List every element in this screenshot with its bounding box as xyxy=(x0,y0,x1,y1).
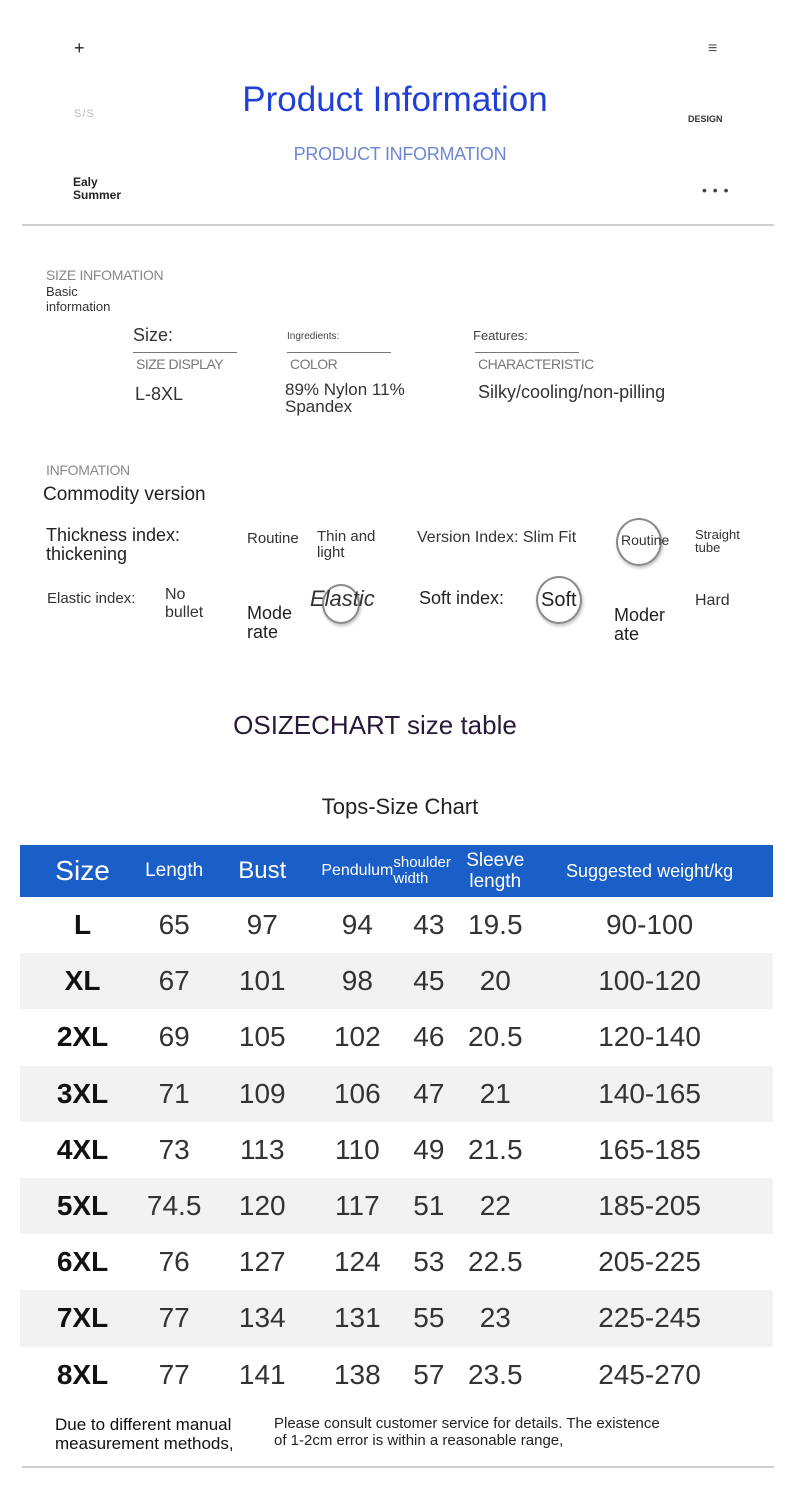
page-subtitle: PRODUCT INFORMATION xyxy=(293,144,507,164)
cell-length: 69 xyxy=(158,1021,190,1053)
cell-size: 2XL xyxy=(56,1021,109,1053)
header-suggested-weight: Suggested weight/kg xyxy=(566,861,734,881)
cell-weight: 90-100 xyxy=(605,909,694,941)
cell-weight: 100-120 xyxy=(598,965,701,997)
table-header-row xyxy=(20,845,773,897)
moderate2-line2: ate xyxy=(614,624,640,644)
commodity-title: Commodity version xyxy=(43,484,206,505)
plus-icon: + xyxy=(74,38,85,58)
sleeve-line1: Sleeve xyxy=(466,850,525,871)
elastic-selected: Elastic xyxy=(310,586,375,611)
basic-information-label xyxy=(46,284,110,314)
size-label: Size: xyxy=(133,325,174,345)
cell-pendulum: 98 xyxy=(341,965,373,997)
cell-sleeve: 22 xyxy=(479,1190,511,1222)
cell-size: 5XL xyxy=(56,1190,109,1222)
cell-size: XL xyxy=(64,965,101,997)
straight-line1: Straight xyxy=(695,527,740,542)
cell-shoulder: 53 xyxy=(413,1246,445,1278)
cell-pendulum: 110 xyxy=(335,1133,380,1165)
footer-note-left xyxy=(55,1415,285,1453)
thin-line1: Thin and xyxy=(317,528,376,545)
cell-bust: 109 xyxy=(238,1077,286,1109)
size-info-section-label: SIZE INFOMATION xyxy=(46,267,164,283)
ingredients-value-line2: Spandex xyxy=(285,397,353,416)
cell-size: 6XL xyxy=(56,1246,109,1278)
header-length: Length xyxy=(145,860,204,881)
cell-bust: 134 xyxy=(238,1302,286,1334)
thickness-line2: thickening xyxy=(46,544,128,564)
cell-bust: 113 xyxy=(239,1133,285,1165)
cell-sleeve: 23 xyxy=(479,1302,511,1334)
table-row xyxy=(20,1009,773,1065)
season-label-line2: Summer xyxy=(73,188,122,202)
cell-shoulder: 55 xyxy=(413,1302,445,1334)
ingredients-value xyxy=(285,381,405,415)
cell-length: 76 xyxy=(158,1246,190,1278)
header-shoulder-width xyxy=(393,845,464,897)
page-title: Product Information xyxy=(242,80,548,119)
cell-weight: 185-205 xyxy=(598,1190,701,1222)
version-routine-selected: Routine xyxy=(621,532,670,548)
header-pendulum: Pendulum xyxy=(321,862,394,879)
table-row xyxy=(20,1066,773,1122)
ingredients-underline xyxy=(287,352,391,353)
thickness-thin-light xyxy=(317,529,375,561)
shoulder-line1: shoulder xyxy=(393,854,451,871)
cell-shoulder: 57 xyxy=(413,1358,445,1390)
cell-sleeve: 21 xyxy=(479,1077,511,1109)
design-label: DESIGN xyxy=(688,114,723,124)
more-dots-icon: • • • xyxy=(702,182,730,198)
cell-bust: 101 xyxy=(238,965,286,997)
features-value: Silky/cooling/non-pilling xyxy=(478,382,666,402)
size-table xyxy=(20,845,773,1403)
table-row xyxy=(20,1178,773,1234)
tops-size-chart-title: Tops-Size Chart xyxy=(321,794,479,819)
soft-moderate xyxy=(614,606,665,644)
cell-weight: 225-245 xyxy=(598,1302,701,1334)
basic-line1: Basic xyxy=(46,284,78,299)
footer-divider xyxy=(22,1466,774,1468)
cell-shoulder: 43 xyxy=(413,909,445,941)
cell-shoulder: 49 xyxy=(413,1133,445,1165)
table-row xyxy=(20,1234,773,1290)
ingredients-label: Ingredients: xyxy=(287,331,340,342)
cell-sleeve: 23.5 xyxy=(468,1358,523,1390)
cell-length: 65 xyxy=(158,909,190,941)
cell-size: 4XL xyxy=(56,1133,109,1165)
cell-pendulum: 124 xyxy=(333,1246,381,1278)
elastic-no-bullet xyxy=(165,586,203,622)
thickness-line1: Thickness index: xyxy=(46,525,181,545)
cell-sleeve: 21.5 xyxy=(468,1133,523,1165)
no-bullet-line1: No xyxy=(165,586,186,603)
thickness-routine: Routine xyxy=(247,530,299,547)
table-row xyxy=(20,1122,773,1178)
cell-length: 73 xyxy=(158,1133,190,1165)
thin-line2: light xyxy=(317,544,345,561)
cell-length: 77 xyxy=(158,1302,190,1334)
cell-sleeve: 20.5 xyxy=(468,1021,523,1053)
cell-length: 67 xyxy=(158,965,190,997)
cell-size: 7XL xyxy=(56,1302,109,1334)
cell-length: 74.5 xyxy=(146,1190,202,1222)
footer-right-line1: Please consult customer service for details. The existence xyxy=(274,1415,660,1432)
sleeve-line2: length xyxy=(469,871,522,892)
basic-line2: information xyxy=(46,299,111,314)
cell-bust: 105 xyxy=(238,1021,286,1053)
cell-weight: 205-225 xyxy=(598,1246,701,1278)
moderate-line2: rate xyxy=(247,622,279,642)
cell-weight: 140-165 xyxy=(598,1077,701,1109)
ingredients-value-line1: 89% Nylon 11% xyxy=(285,380,405,399)
soft-selected: Soft xyxy=(541,589,577,611)
straight-line2: tube xyxy=(695,540,721,555)
cell-weight: 245-270 xyxy=(598,1358,701,1390)
commodity-section-label: INFOMATION xyxy=(46,462,130,478)
cell-bust: 120 xyxy=(238,1190,286,1222)
cell-pendulum: 102 xyxy=(333,1021,381,1053)
cell-shoulder: 46 xyxy=(413,1021,445,1053)
footer-left-line2: measurement methods, xyxy=(55,1434,234,1453)
cell-sleeve: 22.5 xyxy=(468,1246,523,1278)
cell-bust: 97 xyxy=(246,909,278,941)
cell-length: 71 xyxy=(158,1077,190,1109)
footer-left-line1: Due to different manual xyxy=(55,1415,232,1434)
cell-pendulum: 117 xyxy=(335,1190,380,1222)
cell-pendulum: 94 xyxy=(341,909,373,941)
header-sleeve-length xyxy=(464,845,526,897)
cell-sleeve: 20 xyxy=(479,965,511,997)
cell-weight: 165-185 xyxy=(598,1133,701,1165)
season-label-line1: Ealy xyxy=(73,175,98,189)
shoulder-line2: width xyxy=(393,870,429,887)
moderate-line1: Mode xyxy=(247,603,293,623)
footer-note-right xyxy=(274,1415,754,1449)
cell-pendulum: 106 xyxy=(333,1077,381,1109)
cell-pendulum: 138 xyxy=(333,1358,381,1390)
cell-size: L xyxy=(73,909,92,941)
features-underline xyxy=(475,352,579,353)
table-row xyxy=(20,1347,773,1403)
ingredients-caption: COLOR xyxy=(290,356,338,372)
size-underline xyxy=(133,352,237,353)
season-code: S/S xyxy=(74,108,95,120)
table-row xyxy=(20,897,773,953)
elastic-moderate xyxy=(247,604,292,642)
cell-bust: 127 xyxy=(238,1246,286,1278)
moderate2-line1: Moder xyxy=(614,605,666,625)
features-caption: CHARACTERISTIC xyxy=(478,356,594,372)
cell-weight: 120-140 xyxy=(598,1021,701,1053)
footer-right-line2: of 1-2cm error is within a reasonable range, xyxy=(274,1432,564,1449)
header-size: Size xyxy=(55,855,110,886)
size-chart-title: OSIZECHART size table xyxy=(233,710,517,740)
thickness-index xyxy=(46,526,180,564)
size-caption: SIZE DISPLAY xyxy=(136,356,224,372)
season-label xyxy=(73,176,153,202)
cell-length: 77 xyxy=(158,1358,190,1390)
elastic-index-label: Elastic index: xyxy=(47,590,136,607)
menu-icon: ≡ xyxy=(708,40,718,57)
no-bullet-line2: bullet xyxy=(165,604,204,621)
cell-sleeve: 19.5 xyxy=(468,909,523,941)
cell-shoulder: 51 xyxy=(413,1190,445,1222)
cell-pendulum: 131 xyxy=(333,1302,381,1334)
header-bust: Bust xyxy=(238,857,287,884)
header-divider xyxy=(22,224,774,226)
cell-size: 3XL xyxy=(56,1077,109,1109)
table-row xyxy=(20,1290,773,1346)
version-index-label: Version Index: Slim Fit xyxy=(417,529,577,546)
cell-bust: 141 xyxy=(238,1358,286,1390)
cell-shoulder: 45 xyxy=(413,965,445,997)
version-straight-tube xyxy=(695,528,740,554)
features-label: Features: xyxy=(473,328,528,343)
cell-size: 8XL xyxy=(56,1358,109,1390)
table-row xyxy=(20,953,773,1009)
soft-index-label: Soft index: xyxy=(419,588,505,608)
size-value: L-8XL xyxy=(135,384,184,404)
cell-shoulder: 47 xyxy=(413,1077,445,1109)
soft-hard: Hard xyxy=(695,592,730,609)
